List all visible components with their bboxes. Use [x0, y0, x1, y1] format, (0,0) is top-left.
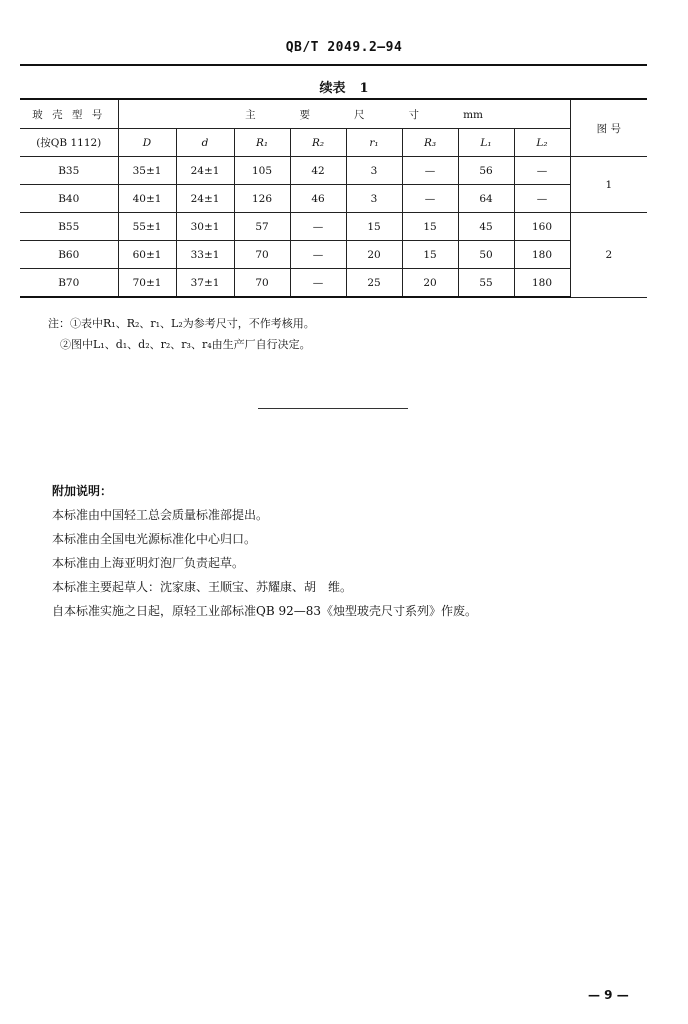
cell-model: B35	[20, 157, 118, 185]
cell-R1: 57	[234, 213, 290, 241]
cell-d: 37±1	[176, 269, 234, 298]
cell-d: 30±1	[176, 213, 234, 241]
table-caption-number: 1	[359, 81, 369, 96]
main-dimensions-header: 主要尺寸mm	[118, 100, 570, 129]
cell-R3: 15	[402, 241, 458, 269]
cell-d: 33±1	[176, 241, 234, 269]
table-row	[20, 241, 647, 269]
table-row	[20, 185, 647, 213]
col-header-r1: r₁	[346, 129, 402, 157]
cell-D: 35±1	[118, 157, 176, 185]
additional-note-line: 本标准主要起草人：沈家康、王顺宝、苏耀康、胡 维。	[52, 580, 353, 594]
table-header-row-2	[20, 129, 647, 157]
additional-note-line: 本标准由上海亚明灯泡厂负责起草。	[52, 556, 245, 570]
cell-figure-1: 1	[570, 157, 647, 213]
col-header-D: D	[118, 129, 176, 157]
cell-R2: 42	[290, 157, 346, 185]
cell-R2: —	[290, 241, 346, 269]
cell-D: 70±1	[118, 269, 176, 298]
cell-L1: 64	[458, 185, 514, 213]
cell-figure-2: 2	[570, 213, 647, 298]
additional-note-line: 本标准由中国轻工总会质量标准部提出。	[52, 508, 269, 522]
cell-R1: 126	[234, 185, 290, 213]
col-header-d: d	[176, 129, 234, 157]
cell-r1: 15	[346, 213, 402, 241]
cell-r1: 20	[346, 241, 402, 269]
cell-r1: 3	[346, 157, 402, 185]
note-2: ②图中L₁、d₁、d₂、r₂、r₃、r₄由生产厂自行决定。	[60, 338, 311, 351]
dimension-table	[20, 100, 647, 298]
figure-number-header: 图 号	[570, 100, 647, 157]
end-separator	[258, 408, 408, 409]
col-header-R3: R₃	[402, 129, 458, 157]
cell-R2: —	[290, 269, 346, 298]
additional-note-line: 自本标准实施之日起，原轻工业部标准QB 92—83《烛型玻壳尺寸系列》作废。	[52, 604, 478, 618]
cell-L2: 180	[514, 269, 570, 298]
page-number: — 9 —	[588, 988, 629, 1002]
table-caption	[0, 77, 688, 96]
cell-d: 24±1	[176, 185, 234, 213]
cell-L1: 55	[458, 269, 514, 298]
cell-R2: —	[290, 213, 346, 241]
cell-r1: 25	[346, 269, 402, 298]
table-row	[20, 269, 647, 298]
cell-R1: 70	[234, 269, 290, 298]
cell-r1: 3	[346, 185, 402, 213]
cell-L2: —	[514, 157, 570, 185]
cell-R3: 20	[402, 269, 458, 298]
col-header-L2: L₂	[514, 129, 570, 157]
table-caption-label: 续表	[319, 81, 346, 96]
model-subheader: (按QB 1112)	[20, 129, 118, 157]
additional-notes	[52, 479, 477, 623]
cell-model: B70	[20, 269, 118, 298]
cell-R2: 46	[290, 185, 346, 213]
cell-d: 24±1	[176, 157, 234, 185]
cell-D: 40±1	[118, 185, 176, 213]
cell-L2: 160	[514, 213, 570, 241]
cell-model: B55	[20, 213, 118, 241]
cell-L1: 56	[458, 157, 514, 185]
top-rule	[20, 64, 647, 66]
col-header-R1: R₁	[234, 129, 290, 157]
cell-model: B40	[20, 185, 118, 213]
table-row	[20, 213, 647, 241]
cell-R3: —	[402, 185, 458, 213]
cell-L1: 50	[458, 241, 514, 269]
cell-L2: 180	[514, 241, 570, 269]
cell-R1: 70	[234, 241, 290, 269]
additional-note-line: 本标准由全国电光源标准化中心归口。	[52, 532, 257, 546]
col-header-R2: R₂	[290, 129, 346, 157]
cell-L1: 45	[458, 213, 514, 241]
cell-model: B60	[20, 241, 118, 269]
col-header-L1: L₁	[458, 129, 514, 157]
table-header-row-1	[20, 100, 647, 129]
table-notes	[48, 313, 315, 355]
cell-D: 55±1	[118, 213, 176, 241]
model-header: 玻 壳 型 号	[20, 100, 118, 129]
note-1: 注：①表中R₁、R₂、r₁、L₂为参考尺寸，不作考核用。	[48, 317, 315, 330]
additional-notes-title: 附加说明：	[52, 484, 113, 498]
cell-R3: 15	[402, 213, 458, 241]
cell-R1: 105	[234, 157, 290, 185]
cell-D: 60±1	[118, 241, 176, 269]
table-row	[20, 157, 647, 185]
cell-L2: —	[514, 185, 570, 213]
cell-R3: —	[402, 157, 458, 185]
standard-number: QB/T 2049.2—94	[285, 40, 403, 55]
